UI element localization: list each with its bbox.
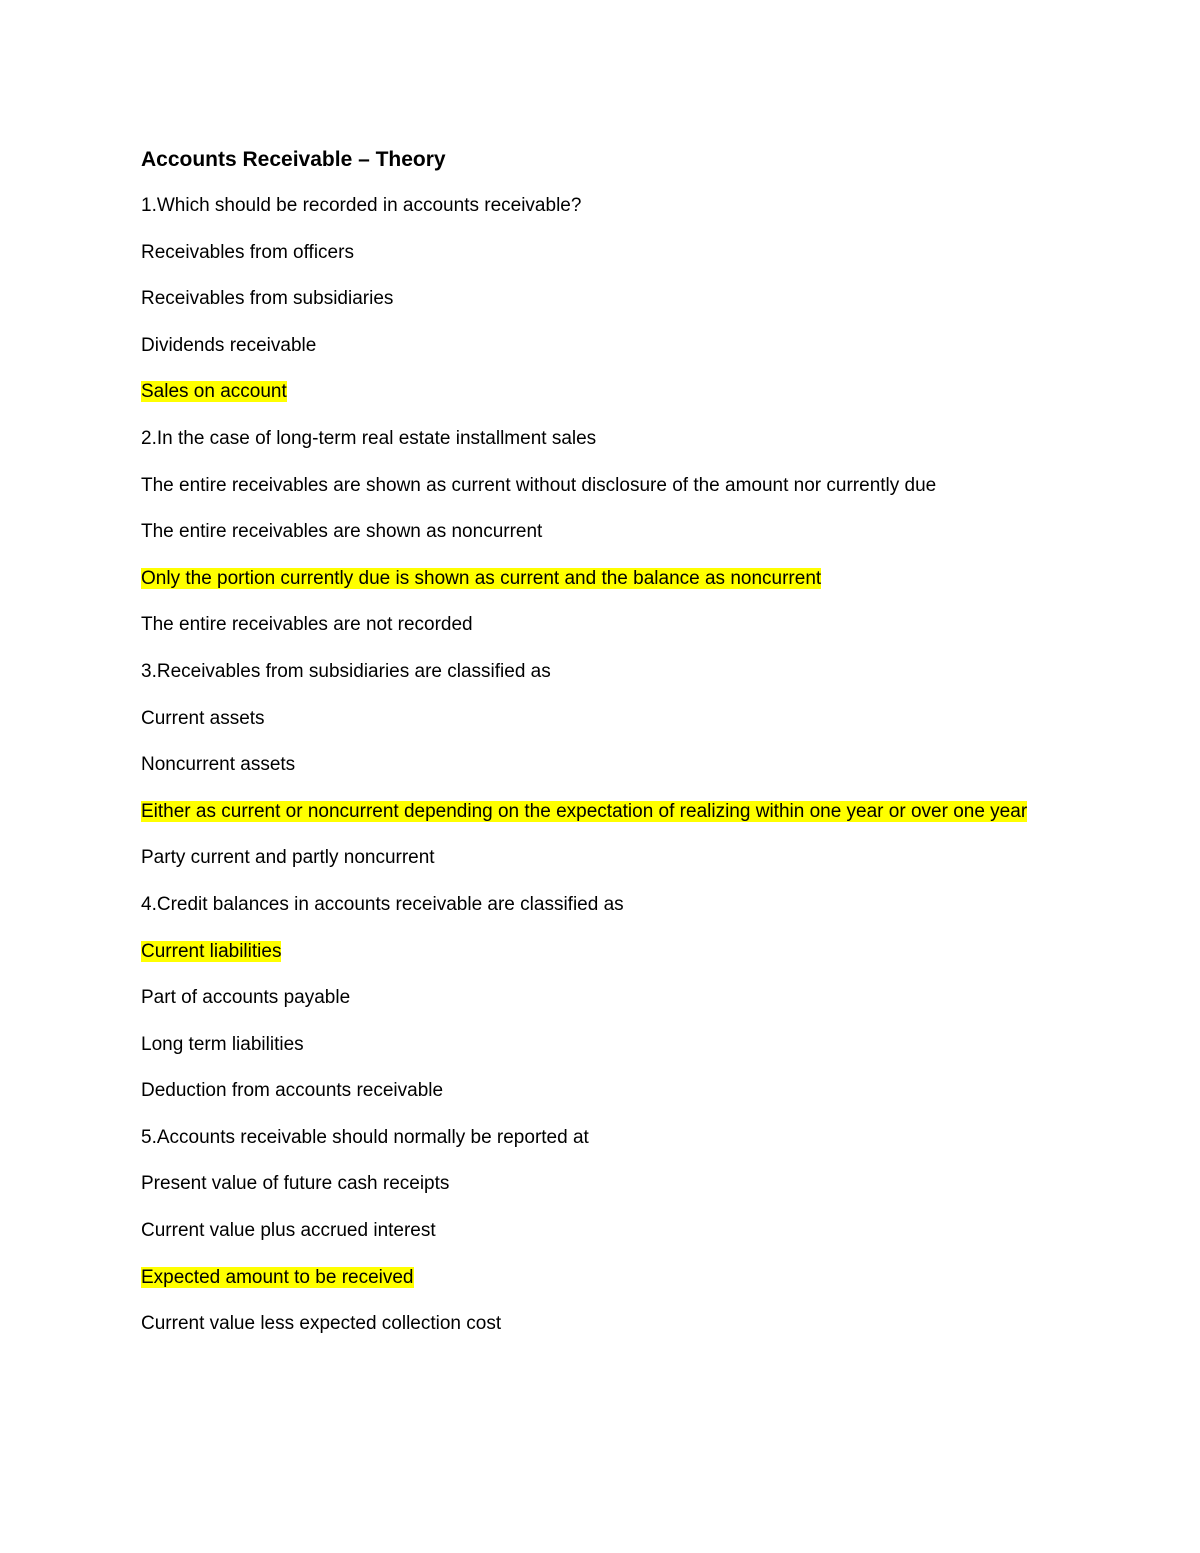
option-line: Current value less expected collection cost	[141, 1313, 502, 1335]
question-3: 3.Receivables from subsidiaries are classified as	[141, 660, 551, 682]
option-line: The entire receivables are shown as noncurrent	[141, 521, 543, 543]
option-line: Long term liabilities	[141, 1033, 304, 1055]
answer-highlighted: Expected amount to be received	[141, 1266, 414, 1288]
question-5: 5.Accounts receivable should normally be reported at	[141, 1126, 589, 1148]
answer-highlighted: Either as current or noncurrent depending on the expectation of realizing within one year or over one year	[141, 800, 1028, 822]
question-1: 1.Which should be recorded in accounts receivable?	[141, 195, 582, 216]
answer-highlighted: Sales on account	[141, 381, 287, 403]
question-2: 2.In the case of long-term real estate installment sales	[141, 427, 597, 449]
option-line: Deduction from accounts receivable	[141, 1080, 444, 1102]
option-line: Part of accounts payable	[141, 987, 351, 1009]
option-line: Receivables from subsidiaries	[141, 288, 394, 310]
document-title: Accounts Receivable – Theory	[141, 148, 446, 171]
option-line: Receivables from officers	[141, 241, 354, 263]
option-line: Dividends receivable	[141, 334, 317, 356]
option-line: The entire receivables are shown as current without disclosure of the amount nor currently due	[141, 474, 937, 496]
option-line: Party current and partly noncurrent	[141, 847, 435, 869]
question-4: 4.Credit balances in accounts receivable are classified as	[141, 893, 624, 915]
answer-highlighted: Only the portion currently due is shown as current and the balance as noncurrent	[141, 567, 822, 589]
option-line: Noncurrent assets	[141, 754, 296, 776]
answer-highlighted: Current liabilities	[141, 940, 282, 962]
option-line: Present value of future cash receipts	[141, 1173, 450, 1195]
option-line: Current value plus accrued interest	[141, 1220, 436, 1242]
document-body	[141, 144, 1061, 1355]
option-line: The entire receivables are not recorded	[141, 614, 473, 636]
option-line: Current assets	[141, 707, 265, 729]
